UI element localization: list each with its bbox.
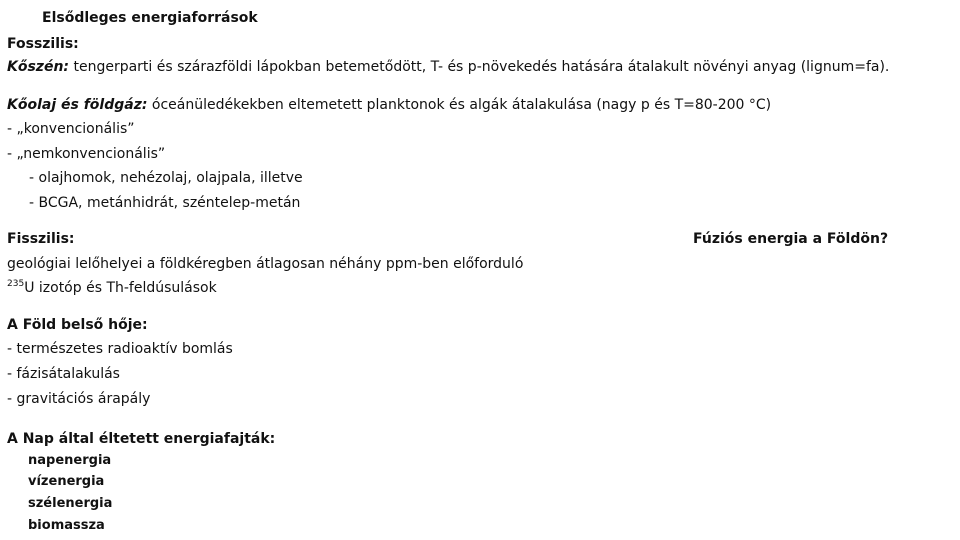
solar-item-solar: napenergia [28,453,112,468]
fossil-subitem-oil-sands: - olajhomok, nehézolaj, olajpala, illetve [29,170,303,186]
fossil-heading: Fosszilis: [7,36,79,52]
coal-term: Kőszén: [7,59,70,75]
earth-heat-heading: A Föld belső hője: [7,317,148,333]
fossil-subitem-bcga: - BCGA, metánhidrát, széntelep-metán [29,195,301,211]
fission-line-2 [7,279,217,297]
solar-item-biomass: biomassza [28,518,105,533]
fossil-item-unconventional: - „nemkonvencionális” [7,146,166,162]
solar-item-wind: szélenergia [28,496,113,511]
isotope-text: U izotóp és Th-feldúsulások [24,280,217,296]
fission-line-1: geológiai lelőhelyei a földkéregben átlagosan néhány ppm-ben előforduló [7,256,524,272]
oil-gas-term: Kőolaj és földgáz: [7,97,148,113]
fusion-question: Fúziós energia a Földön? [693,231,889,247]
earth-heat-item-phase: - fázisátalakulás [7,366,120,382]
oil-gas-paragraph [7,96,771,114]
earth-heat-item-radioactive: - természetes radioaktív bomlás [7,341,233,357]
fission-heading: Fisszilis: [7,231,75,247]
oil-gas-description: óceánüledékekben eltemetett planktonok és algák átalakulása (nagy p és T=80-200 °C) [147,97,772,113]
solar-item-hydro: vízenergia [28,474,105,489]
earth-heat-item-tidal: - gravitációs árapály [7,391,151,407]
solar-heading: A Nap által éltetett energiafajták: [7,431,276,447]
coal-description: tengerparti és szárazföldi lápokban betemetődött, T- és p-növekedés hatására átalakult növényi anyag (lignum=fa). [69,59,890,75]
fossil-item-conventional: - „konvencionális” [7,121,135,137]
coal-paragraph [7,58,889,76]
slide-title: Elsődleges energiaforrások [42,10,258,26]
isotope-mass-number: 235 [7,279,25,289]
